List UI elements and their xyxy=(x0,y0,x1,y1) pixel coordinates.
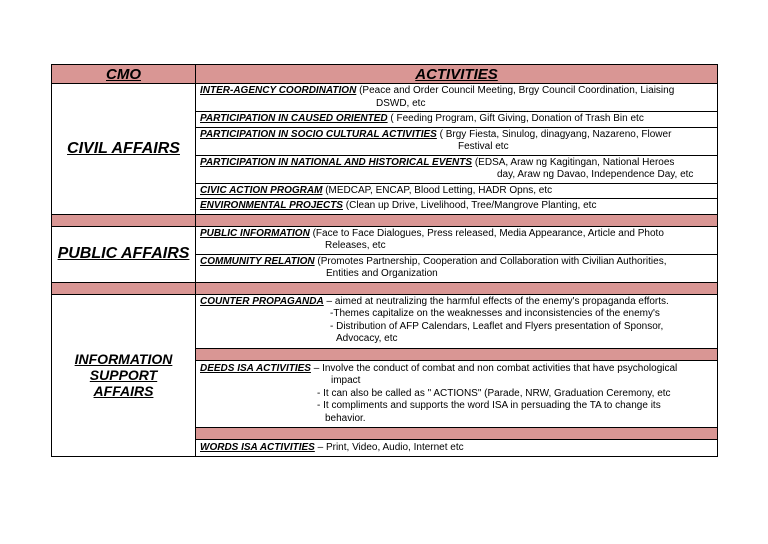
cmo-activities-table xyxy=(51,64,718,457)
public-affairs-row-1 xyxy=(52,226,718,254)
activity-counter-propaganda xyxy=(200,295,713,346)
header-row xyxy=(52,65,718,84)
info-support-row xyxy=(52,294,718,456)
separator-band xyxy=(196,348,717,361)
separator-cell xyxy=(196,282,718,294)
activity-desc: (EDSA, Araw ng Kagitingan, National Heroes xyxy=(472,156,675,168)
activity-desc: (Peace and Order Council Meeting, Brgy Council Coordination, Liaising xyxy=(356,85,675,96)
civil-affairs-row-1 xyxy=(52,84,718,112)
activity-inter-agency xyxy=(196,84,718,112)
cmo-header: CMO xyxy=(52,65,196,84)
separator-cell xyxy=(52,214,196,226)
info-support-label xyxy=(52,294,196,456)
activity-public-information xyxy=(196,226,718,254)
public-affairs-label: PUBLIC AFFAIRS xyxy=(52,226,196,282)
activity-title: PARTICIPATION IN NATIONAL AND HISTORICAL EVENTS xyxy=(200,156,473,168)
activity-title: ENVIRONMENTAL PROJECTS xyxy=(200,200,343,211)
activity-desc: ( Feeding Program, Gift Giving, Donation of Trash Bin etc xyxy=(387,113,644,124)
activity-desc: (Clean up Drive, Livelihood, Tree/Mangrove Planting, etc xyxy=(342,200,597,211)
separator-cell xyxy=(52,282,196,294)
civil-affairs-label: CIVIL AFFAIRS xyxy=(52,84,196,215)
activity-title: PARTICIPATION IN SOCIO CULTURAL ACTIVITIES xyxy=(200,128,437,140)
activity-desc-cont: Entities and Organization xyxy=(326,268,438,279)
activity-desc-cont: Advocacy, etc xyxy=(336,333,398,344)
separator-row xyxy=(52,282,718,294)
activity-desc-cont: impact xyxy=(331,375,361,386)
activity-desc: (Face to Face Dialogues, Press released, Media Appearance, Article and Photo xyxy=(309,227,664,239)
activity-title: COUNTER PROPAGANDA xyxy=(200,295,324,307)
activity-desc-cont: Festival etc xyxy=(458,141,509,152)
activity-desc-cont: - Distribution of AFP Calendars, Leaflet and Flyers presentation of Sponsor, xyxy=(330,320,664,332)
info-support-activities xyxy=(196,294,718,456)
activity-title: DEEDS ISA ACTIVITIES xyxy=(200,362,311,374)
activity-title: PARTICIPATION IN CAUSED ORIENTED xyxy=(200,113,388,124)
activity-desc: – Print, Video, Audio, Internet etc xyxy=(314,442,464,453)
activity-title: INTER-AGENCY COORDINATION xyxy=(200,85,357,96)
info-support-label-line: SUPPORT xyxy=(89,367,158,383)
activities-header: ACTIVITIES xyxy=(196,65,718,84)
activity-desc: ( Brgy Fiesta, Sinulog, dinagyang, Nazareno, Flower xyxy=(436,128,672,140)
activity-title: PUBLIC INFORMATION xyxy=(200,227,310,239)
activity-desc-cont: Releases, etc xyxy=(325,240,386,251)
info-support-label-line: AFFAIRS xyxy=(93,383,154,399)
separator-row xyxy=(52,214,718,226)
activity-national-historical xyxy=(196,155,718,183)
activity-civic-action xyxy=(196,183,718,199)
activity-deeds-isa xyxy=(200,363,713,426)
activity-desc: – aimed at neutralizing the harmful effects of the enemy's propaganda efforts. xyxy=(323,295,669,307)
activity-words-isa xyxy=(200,442,713,456)
activity-desc-cont: - It can also be called as " ACTIONS" (Parade, NRW, Graduation Ceremony, etc xyxy=(317,387,671,399)
separator-cell xyxy=(196,214,718,226)
activity-title: CIVIC ACTION PROGRAM xyxy=(200,184,323,196)
activity-desc: (Promotes Partnership, Cooperation and Collaboration with Civilian Authorities, xyxy=(314,255,667,267)
activity-environmental xyxy=(196,199,718,215)
activity-community-relation xyxy=(196,254,718,282)
activity-desc-cont: DSWD, etc xyxy=(376,97,426,109)
info-support-label-line: INFORMATION xyxy=(74,351,173,367)
activity-socio-cultural xyxy=(196,127,718,155)
activity-desc: (MEDCAP, ENCAP, Blood Letting, HADR Opns, etc xyxy=(322,184,553,196)
activity-title: WORDS ISA ACTIVITIES xyxy=(200,442,315,453)
activity-desc-cont: behavior. xyxy=(325,412,366,424)
activity-desc-cont: - It compliments and supports the word ISA in persuading the TA to change its xyxy=(317,400,661,411)
activity-title: COMMUNITY RELATION xyxy=(200,255,315,267)
activity-desc-cont: day, Araw ng Davao, Independence Day, etc xyxy=(497,169,694,180)
activity-desc-cont: -Themes capitalize on the weaknesses and inconsistencies of the enemy's xyxy=(330,308,660,319)
separator-band xyxy=(196,427,717,440)
activity-desc: – Involve the conduct of combat and non combat activities that have psychological xyxy=(310,362,678,374)
activity-caused-oriented xyxy=(196,112,718,128)
